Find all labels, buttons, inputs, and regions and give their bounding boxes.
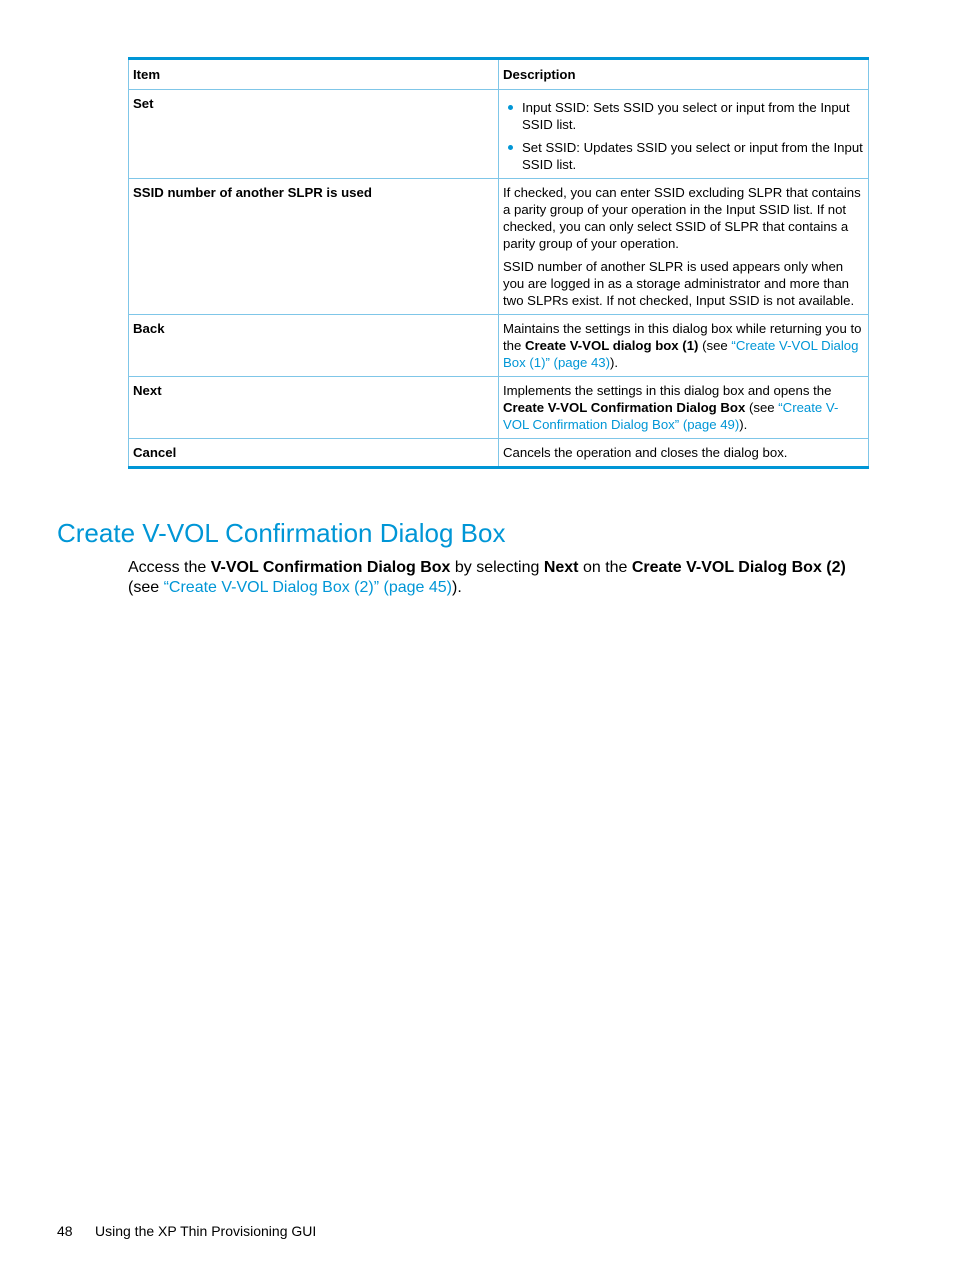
row-description-back: Maintains the settings in this dialog box while returning you to the Create V-VOL dialog box (1) (see “Create V-VOL Dialog Box (1)” (page 43)). [499, 315, 869, 377]
table-row [129, 315, 869, 377]
cross-reference-link[interactable]: “Create V-VOL Dialog Box (2)” (page 45) [163, 579, 452, 596]
row-item-set: Set [129, 90, 499, 179]
header-item: Item [129, 59, 499, 90]
bullet-list [503, 99, 864, 173]
table-header-row [129, 59, 869, 90]
row-description-cancel: Cancels the operation and closes the dialog box. [499, 439, 869, 468]
description-paragraph: SSID number of another SLPR is used appears only when you are logged in as a storage administrator and more than two SLPRs exist. If not checked, Input SSID is not available. [503, 259, 855, 308]
cross-reference-link[interactable]: “Create V-VOL Confirmation Dialog Box” (page 49) [503, 400, 839, 432]
footer-text: Using the XP Thin Provisioning GUI [95, 1223, 317, 1239]
description-paragraph: If checked, you can enter SSID excluding SLPR that contains a parity group of your operation in the Input SSID list. If not checked, you can only select SSID of SLPR that contains a parity group of your operation. [503, 185, 861, 251]
table-row [129, 90, 869, 179]
cross-reference-link[interactable]: “Create V-VOL Dialog Box (1)” (page 43) [503, 338, 859, 370]
row-description-set [499, 90, 869, 179]
list-item: Input SSID: Sets SSID you select or input from the Input SSID list. [522, 99, 864, 133]
page-number: 48 [57, 1223, 73, 1239]
row-item-cancel: Cancel [129, 439, 499, 468]
list-item: Set SSID: Updates SSID you select or input from the Input SSID list. [522, 139, 864, 173]
section-paragraph: Access the V-VOL Confirmation Dialog Box by selecting Next on the Create V-VOL Dialog Box (2) (see “Create V-VOL Dialog Box (2)” (page 45)). [128, 559, 846, 596]
page-footer [57, 1222, 316, 1240]
row-item-ssid: SSID number of another SLPR is used [129, 179, 499, 315]
bullet-icon [508, 145, 513, 150]
row-item-back: Back [129, 315, 499, 377]
header-description: Description [499, 59, 869, 90]
table-row [129, 439, 869, 468]
parameters-table [128, 57, 869, 469]
table-row [129, 377, 869, 439]
section-heading: Create V-VOL Confirmation Dialog Box [57, 518, 506, 548]
bullet-icon [508, 105, 513, 110]
row-item-next: Next [129, 377, 499, 439]
row-description-next: Implements the settings in this dialog box and opens the Create V-VOL Confirmation Dialog Box (see “Create V-VOL Confirmation Dialog Box” (page 49)). [499, 377, 869, 439]
row-description-ssid [499, 179, 869, 315]
table-row [129, 179, 869, 315]
